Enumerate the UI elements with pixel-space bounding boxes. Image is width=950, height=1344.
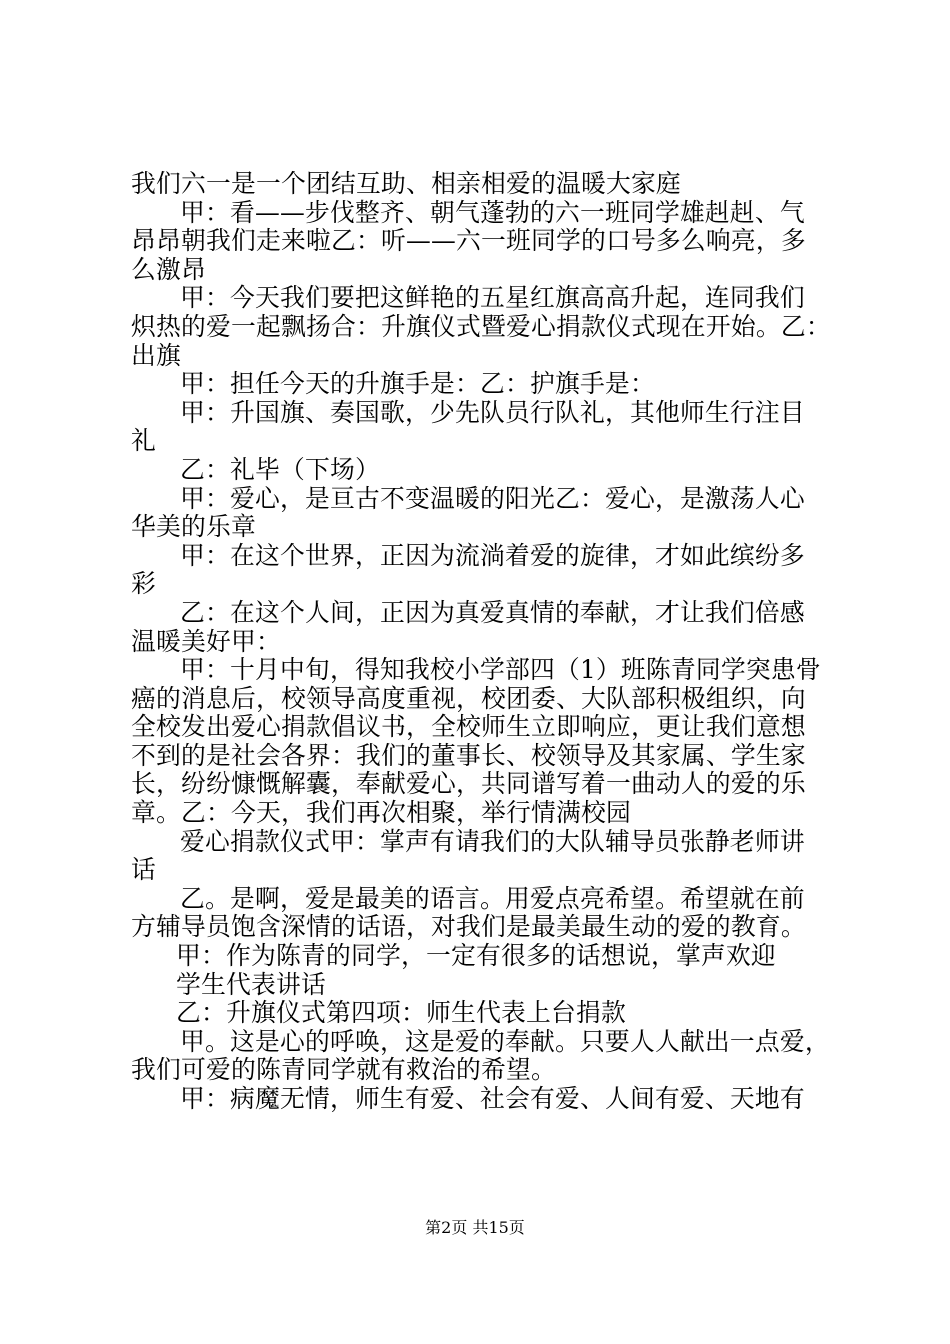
text-line: 全校发出爱心捐款倡议书，全校师生立即响应，更让我们意想 [131,712,806,742]
text-line: 甲：十月中旬，得知我校小学部四（1）班陈青同学突患骨 [180,655,821,685]
text-line: 章。乙：今天，我们再次相聚，举行情满校园 [131,798,631,828]
text-line: 我们可爱的陈青同学就有救治的希望。 [131,1055,556,1085]
text-line: 乙：在这个人间，正因为真爱真情的奉献，才让我们倍感 [180,597,805,627]
text-line: 甲：看——步伐整齐、朝气蓬勃的六一班同学雄赳赳、气 [180,197,805,227]
text-line: 癌的消息后，校领导高度重视，校团委、大队部积极组织，向 [131,683,806,713]
text-line: 方辅导员饱含深情的话语，对我们是最美最生动的爱的教育。 [131,912,806,942]
text-line: 温暖美好甲： [131,626,281,656]
text-line: 我们六一是一个团结互助、相亲相爱的温暖大家庭 [131,169,681,198]
document-body [131,170,831,1114]
text-line: 甲：今天我们要把这鲜艳的五星红旗高高升起，连同我们 [180,283,805,313]
text-line: 长，纷纷慷慨解囊，奉献爱心，共同谱写着一曲动人的爱的乐 [131,769,806,799]
text-line: 华美的乐章 [131,512,256,542]
text-line: 话 [131,855,156,885]
text-line: 炽热的爱一起飘扬合：升旗仪式暨爱心捐款仪式现在开始。乙： [131,311,831,341]
text-line: 甲：爱心，是亘古不变温暖的阳光乙：爱心，是激荡人心 [180,483,805,513]
text-line: 爱心捐款仪式甲：掌声有请我们的大队辅导员张静老师讲 [180,826,805,856]
text-line: 甲：病魔无情，师生有爱、社会有爱、人间有爱、天地有 [180,1084,805,1113]
text-line: 甲：作为陈青的同学，一定有很多的话想说，掌声欢迎 [176,941,776,971]
text-line: 礼 [131,426,156,456]
text-line: 彩 [131,569,156,599]
text-line: 甲：在这个世界，正因为流淌着爱的旋律，才如此缤纷多 [180,540,805,570]
text-line: 乙。是啊，爱是最美的语言。用爱点亮希望。希望就在前 [180,883,805,913]
text-line: 甲。这是心的呼唤，这是爱的奉献。只要人人献出一点爱， [180,1026,830,1056]
text-line: 乙：升旗仪式第四项：师生代表上台捐款 [176,998,626,1028]
text-line: 出旗 [131,340,181,370]
text-line: 学生代表讲话 [176,969,326,999]
text-line: 不到的是社会各界：我们的董事长、校领导及其家属、学生家 [131,740,806,770]
text-line: 么激昂 [131,254,206,284]
text-line: 乙：礼毕（下场） [180,454,380,484]
page-number-footer: 第2页 共15页 [425,1218,525,1237]
text-line: 甲：升国旗、奏国歌，少先队员行队礼，其他师生行注目 [180,397,805,427]
text-line: 昂昂朝我们走来啦乙：听——六一班同学的口号多么响亮，多 [131,226,806,256]
text-line: 甲：担任今天的升旗手是：乙：护旗手是： [180,369,655,399]
